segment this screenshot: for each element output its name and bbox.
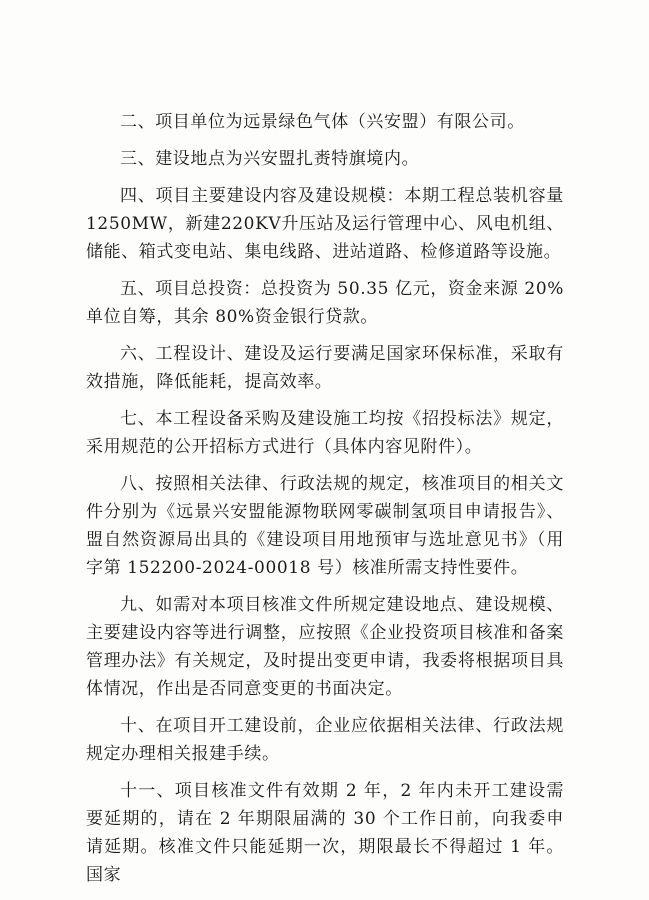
paragraph-item-4: 四、项目主要建设内容及建设规模：本期工程总装机容量1250MW，新建220KV升压站及运行管理中心、风电机组、储能、箱式变电站、集电线路、进站道路、检修道路等设施。 — [86, 186, 564, 262]
paragraph-item-2: 二、项目单位为远景绿色气体（兴安盟）有限公司。 — [120, 112, 525, 132]
paragraph-item-9: 九、如需对本项目核准文件所规定建设地点、建设规模、主要建设内容等进行调整，应按照《企业投资项目核准和备案管理办法》有关规定，及时提出变更申请，我委将根据项目具体情况，作出是否同意变更的书面决定。 — [86, 595, 564, 699]
paragraph-item-8: 八、按照相关法律、行政法规的规定，核准项目的相关文件分别为《远景兴安盟能源物联网零碳制氢项目申请报告》、盟自然资源局出具的《建设项目用地预审与选址意见书》（用字第 152200-2024-00018 号）核准所需支持性要件。 — [86, 474, 564, 578]
paragraph-item-10: 十、在项目开工建设前，企业应依据相关法律、行政法规规定办理相关报建手续。 — [86, 716, 564, 764]
paragraph-item-5: 五、项目总投资：总投资为 50.35 亿元，资金来源 20%单位自筹，其余 80%资金银行贷款。 — [86, 279, 564, 327]
paragraph-item-11: 十一、项目核准文件有效期 2 年，2 年内未开工建设需要延期的，请在 2 年期限届满的 30 个工作日前，向我委申请延期。核准文件只能延期一次，期限最长不得超过 1 年。国家 — [86, 781, 564, 885]
paragraph-item-3: 三、建设地点为兴安盟扎赉特旗境内。 — [120, 149, 420, 169]
paragraph-item-6: 六、工程设计、建设及运行要满足国家环保标准，采取有效措施，降低能耗，提高效率。 — [86, 344, 564, 392]
document-body — [86, 108, 564, 898]
paragraph-item-7: 七、本工程设备采购及建设施工均按《招投标法》规定，采用规范的公开招标方式进行（具体内容见附件）。 — [86, 409, 564, 457]
